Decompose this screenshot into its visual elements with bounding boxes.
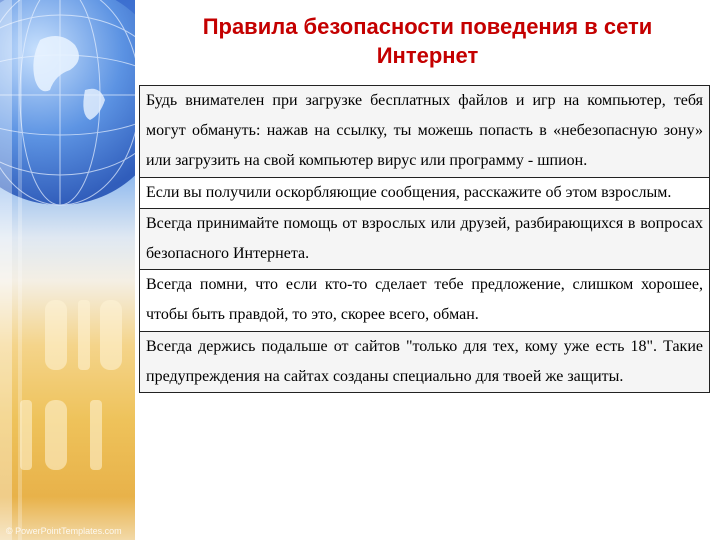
rule-cell: Будь внимателен при загрузке бесплатных файлов и игр на компьютер, тебя могут обмануть: нажав на ссылку, ты можешь попасть в «небезопасную зону» или загрузить на свой компьютер вирус или программу - шпион. [140, 86, 710, 178]
table-row [140, 270, 710, 331]
watermark: © PowerPointTemplates.com [6, 526, 122, 536]
decorative-side-panel [0, 0, 135, 540]
table-row [140, 86, 710, 178]
table-row [140, 177, 710, 208]
rule-cell: Если вы получили оскорбляющие сообщения, расскажите об этом взрослым. [140, 177, 710, 208]
rule-cell: Всегда помни, что если кто-то сделает тебе предложение, слишком хорошее, чтобы быть правдой, то это, скорее всего, обман. [140, 270, 710, 331]
page-title [135, 12, 720, 70]
table-row [140, 331, 710, 392]
title-line-1: Правила безопасности поведения в сети [202, 14, 653, 39]
rule-cell: Всегда держись подальше от сайтов "только для тех, кому уже есть 18". Такие предупреждения на сайтах созданы специально для твоей же защиты. [140, 331, 710, 392]
rule-cell: Всегда принимайте помощь от взрослых или друзей, разбирающихся в вопросах безопасного Интернета. [140, 208, 710, 269]
table-row [140, 208, 710, 269]
globe-graphic [0, 0, 135, 540]
rules-table [139, 85, 710, 393]
title-line-2: Интернет [376, 43, 479, 68]
